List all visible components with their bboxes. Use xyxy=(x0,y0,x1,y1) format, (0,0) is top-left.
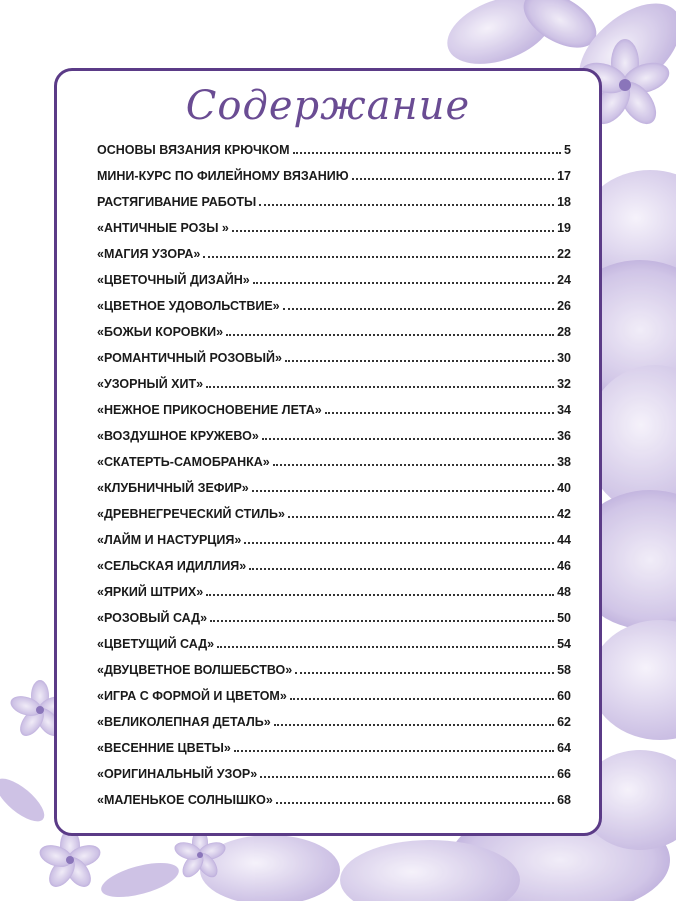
toc-entry[interactable] xyxy=(97,741,571,767)
toc-entry[interactable] xyxy=(97,585,571,611)
toc-entry[interactable] xyxy=(97,429,571,455)
toc-entry[interactable] xyxy=(97,611,571,637)
toc-entry-label: «УЗОРНЫЙ ХИТ» xyxy=(97,377,204,391)
toc-entry-label: МИНИ-КУРС ПО ФИЛЕЙНОМУ ВЯЗАНИЮ xyxy=(97,169,349,183)
toc-entry-label: «БОЖЬИ КОРОВКИ» xyxy=(97,325,224,339)
toc-entry[interactable] xyxy=(97,143,571,169)
toc-entry[interactable] xyxy=(97,247,571,273)
toc-entry-label: «СКАТЕРТЬ-САМОБРАНКА» xyxy=(97,455,270,469)
toc-dot-leader xyxy=(283,308,554,310)
toc-entry[interactable] xyxy=(97,507,571,533)
toc-dot-leader xyxy=(253,282,554,284)
toc-entry[interactable] xyxy=(97,715,571,741)
toc-entry-page-number: 60 xyxy=(557,689,571,703)
toc-entry-page-number: 36 xyxy=(557,429,571,443)
toc-entry-page-number: 54 xyxy=(557,637,571,651)
toc-entry-label: РАСТЯГИВАНИЕ РАБОТЫ xyxy=(97,195,257,209)
toc-dot-leader xyxy=(234,750,554,752)
toc-entry[interactable] xyxy=(97,351,571,377)
toc-dot-leader xyxy=(262,438,554,440)
toc-entry-page-number: 32 xyxy=(557,377,571,391)
toc-entry-page-number: 64 xyxy=(557,741,571,755)
toc-dot-leader xyxy=(274,724,554,726)
toc-entry-label: «ДРЕВНЕГРЕЧЕСКИЙ СТИЛЬ» xyxy=(97,507,285,521)
toc-entry[interactable] xyxy=(97,403,571,429)
toc-dot-leader xyxy=(206,386,554,388)
toc-entry[interactable] xyxy=(97,559,571,585)
toc-dot-leader xyxy=(210,620,554,622)
toc-entry-page-number: 66 xyxy=(557,767,571,781)
toc-entry-page-number: 62 xyxy=(557,715,571,729)
toc-entry-label: «ИГРА С ФОРМОЙ И ЦВЕТОМ» xyxy=(97,689,287,703)
toc-entry-page-number: 22 xyxy=(557,247,571,261)
toc-dot-leader xyxy=(244,542,554,544)
toc-dot-leader xyxy=(273,464,554,466)
toc-entry-page-number: 34 xyxy=(557,403,571,417)
toc-dot-leader xyxy=(226,334,554,336)
toc-entry[interactable] xyxy=(97,637,571,663)
toc-entry-page-number: 42 xyxy=(557,507,571,521)
toc-entry[interactable] xyxy=(97,767,571,793)
toc-entry[interactable] xyxy=(97,221,571,247)
toc-entry-page-number: 19 xyxy=(557,221,571,235)
toc-entry[interactable] xyxy=(97,689,571,715)
toc-entry-label: «МАГИЯ УЗОРА» xyxy=(97,247,201,261)
toc-entry-page-number: 26 xyxy=(557,299,571,313)
toc-dot-leader xyxy=(295,672,554,674)
toc-entry-label: ОСНОВЫ ВЯЗАНИЯ КРЮЧКОМ xyxy=(97,143,290,157)
toc-list xyxy=(97,143,571,819)
toc-entry-label: «АНТИЧНЫЕ РОЗЫ » xyxy=(97,221,229,235)
toc-entry-page-number: 46 xyxy=(557,559,571,573)
toc-dot-leader xyxy=(276,802,554,804)
toc-entry[interactable] xyxy=(97,455,571,481)
toc-entry-page-number: 38 xyxy=(557,455,571,469)
toc-entry[interactable] xyxy=(97,793,571,819)
toc-entry-label: «ЦВЕТУЩИЙ САД» xyxy=(97,637,215,651)
toc-entry[interactable] xyxy=(97,663,571,689)
toc-entry-page-number: 5 xyxy=(564,143,571,157)
toc-dot-leader xyxy=(352,178,554,180)
toc-entry[interactable] xyxy=(97,481,571,507)
toc-entry-page-number: 58 xyxy=(557,663,571,677)
toc-entry-page-number: 28 xyxy=(557,325,571,339)
toc-entry-label: «РОМАНТИЧНЫЙ РОЗОВЫЙ» xyxy=(97,351,282,365)
toc-entry-label: «ДВУЦВЕТНОЕ ВОЛШЕБСТВО» xyxy=(97,663,293,677)
toc-entry-label: «ОРИГИНАЛЬНЫЙ УЗОР» xyxy=(97,767,258,781)
toc-entry-label: «НЕЖНОЕ ПРИКОСНОВЕНИЕ ЛЕТА» xyxy=(97,403,322,417)
toc-entry[interactable] xyxy=(97,325,571,351)
toc-entry-page-number: 30 xyxy=(557,351,571,365)
toc-entry[interactable] xyxy=(97,273,571,299)
toc-entry-page-number: 24 xyxy=(557,273,571,287)
toc-dot-leader xyxy=(288,516,554,518)
toc-entry-label: «ВОЗДУШНОЕ КРУЖЕВО» xyxy=(97,429,259,443)
toc-entry-page-number: 44 xyxy=(557,533,571,547)
toc-entry-page-number: 50 xyxy=(557,611,571,625)
toc-entry-label: «ВЕСЕННИЕ ЦВЕТЫ» xyxy=(97,741,231,755)
toc-entry-label: «ЛАЙМ И НАСТУРЦИЯ» xyxy=(97,533,242,547)
toc-entry-page-number: 17 xyxy=(557,169,571,183)
toc-frame xyxy=(54,68,602,836)
toc-entry-page-number: 40 xyxy=(557,481,571,495)
toc-entry[interactable] xyxy=(97,299,571,325)
toc-dot-leader xyxy=(217,646,554,648)
toc-dot-leader xyxy=(259,204,554,206)
toc-dot-leader xyxy=(252,490,554,492)
toc-dot-leader xyxy=(293,152,562,154)
toc-entry[interactable] xyxy=(97,533,571,559)
toc-dot-leader xyxy=(260,776,554,778)
toc-entry-label: «МАЛЕНЬКОЕ СОЛНЫШКО» xyxy=(97,793,273,807)
toc-entry-label: «ЦВЕТОЧНЫЙ ДИЗАЙН» xyxy=(97,273,250,287)
toc-entry-page-number: 48 xyxy=(557,585,571,599)
toc-entry-label: «ВЕЛИКОЛЕПНАЯ ДЕТАЛЬ» xyxy=(97,715,271,729)
toc-entry-page-number: 68 xyxy=(557,793,571,807)
toc-dot-leader xyxy=(325,412,554,414)
toc-entry-label: «КЛУБНИЧНЫЙ ЗЕФИР» xyxy=(97,481,249,495)
toc-entry-label: «СЕЛЬСКАЯ ИДИЛЛИЯ» xyxy=(97,559,247,573)
toc-dot-leader xyxy=(203,256,554,258)
page-title: Содержание xyxy=(185,83,471,129)
toc-dot-leader xyxy=(290,698,554,700)
toc-entry-page-number: 18 xyxy=(557,195,571,209)
toc-dot-leader xyxy=(249,568,554,570)
toc-dot-leader xyxy=(206,594,554,596)
toc-dot-leader xyxy=(232,230,554,232)
toc-entry[interactable] xyxy=(97,169,571,195)
toc-entry[interactable] xyxy=(97,377,571,403)
toc-dot-leader xyxy=(285,360,554,362)
toc-entry-label: «ЯРКИЙ ШТРИХ» xyxy=(97,585,204,599)
toc-entry[interactable] xyxy=(97,195,571,221)
toc-entry-label: «ЦВЕТНОЕ УДОВОЛЬСТВИЕ» xyxy=(97,299,280,313)
toc-entry-label: «РОЗОВЫЙ САД» xyxy=(97,611,208,625)
